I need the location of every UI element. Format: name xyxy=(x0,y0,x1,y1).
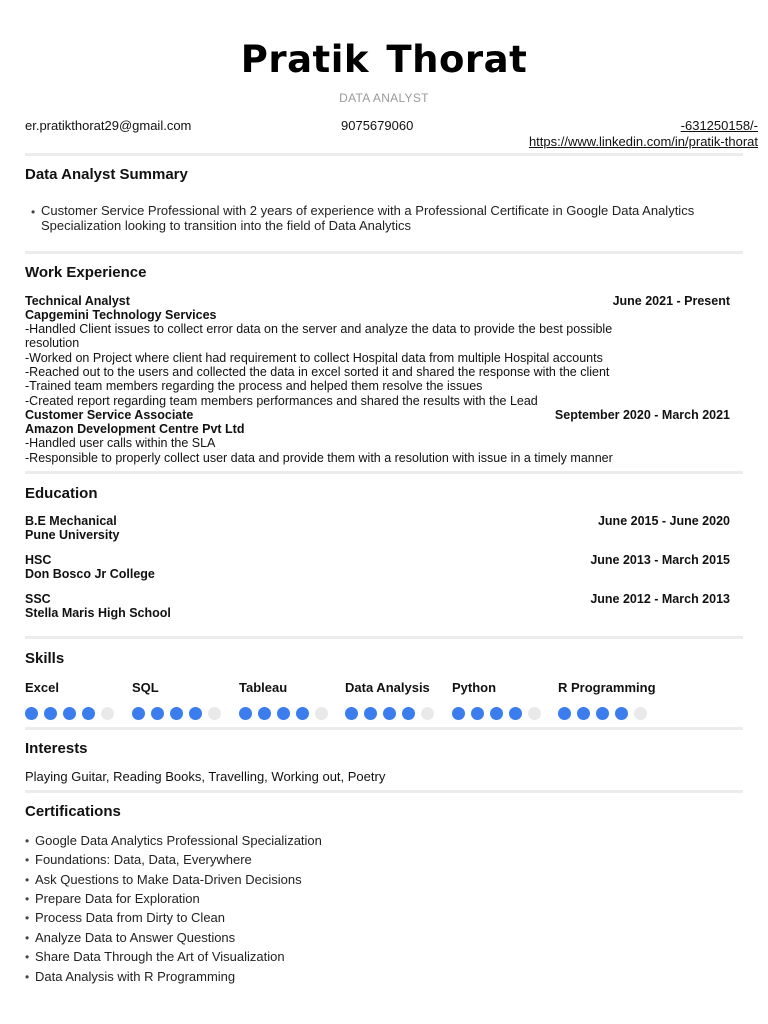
job-role: Customer Service Associate xyxy=(25,408,194,422)
skill-name: R Programming xyxy=(558,680,656,695)
rating-dot-filled xyxy=(258,707,271,720)
job-company: Capgemini Technology Services xyxy=(25,308,217,322)
bullet-icon: • xyxy=(25,950,30,964)
section-divider xyxy=(25,636,743,639)
job-company: Amazon Development Centre Pvt Ltd xyxy=(25,422,245,436)
edu-degree: SSC xyxy=(25,592,51,606)
job-detail: -Worked on Project where client had requirement to collect Hospital data from multiple Hospital accounts xyxy=(25,351,603,365)
education-heading: Education xyxy=(25,485,98,502)
rating-dot-filled xyxy=(577,707,590,720)
bullet-icon: • xyxy=(25,970,30,984)
skill-rating xyxy=(132,707,221,720)
edu-dates: June 2012 - March 2013 xyxy=(590,592,730,606)
rating-dot-empty xyxy=(528,707,541,720)
job-detail: -Handled user calls within the SLA xyxy=(25,436,216,450)
certification-item: Ask Questions to Make Data-Driven Decisions xyxy=(35,872,302,887)
interests-heading: Interests xyxy=(25,740,88,757)
skill-rating xyxy=(345,707,434,720)
rating-dot-filled xyxy=(239,707,252,720)
rating-dot-filled xyxy=(277,707,290,720)
bullet-icon: • xyxy=(25,911,30,925)
rating-dot-filled xyxy=(189,707,202,720)
certification-item: Prepare Data for Exploration xyxy=(35,891,200,906)
rating-dot-filled xyxy=(615,707,628,720)
rating-dot-empty xyxy=(421,707,434,720)
skill-name: SQL xyxy=(132,680,159,695)
interests-text: Playing Guitar, Reading Books, Travelling, Working out, Poetry xyxy=(25,769,386,784)
section-divider xyxy=(25,790,743,793)
skills-heading: Skills xyxy=(25,650,65,667)
job-detail: resolution xyxy=(25,336,80,350)
skill-rating xyxy=(239,707,328,720)
skill-name: Excel xyxy=(25,680,59,695)
rating-dot-filled xyxy=(364,707,377,720)
rating-dot-empty xyxy=(634,707,647,720)
rating-dot-filled xyxy=(509,707,522,720)
job-dates: June 2021 - Present xyxy=(612,294,730,308)
bullet-icon: • xyxy=(25,931,30,945)
section-divider xyxy=(25,251,743,254)
summary-line: Specialization looking to transition into the field of Data Analytics xyxy=(41,218,411,233)
certification-item: Analyze Data to Answer Questions xyxy=(35,930,236,945)
skill-rating xyxy=(452,707,541,720)
certification-item: Data Analysis with R Programming xyxy=(35,969,236,984)
section-divider xyxy=(25,471,743,474)
job-detail: -Responsible to properly collect user data and provide them with a resolution with issue in a timely manner xyxy=(25,451,613,465)
rating-dot-filled xyxy=(402,707,415,720)
summary-heading: Data Analyst Summary xyxy=(25,166,188,183)
job-detail: -Handled Client issues to collect error data on the server and analyze the data to provide the best possible xyxy=(25,322,613,336)
rating-dot-filled xyxy=(63,707,76,720)
certification-item: Google Data Analytics Professional Specialization xyxy=(35,833,322,848)
linkedin-link-line1[interactable]: -631250158/- xyxy=(680,118,758,133)
bullet-icon: • xyxy=(25,892,30,906)
section-divider xyxy=(25,727,743,730)
rating-dot-filled xyxy=(170,707,183,720)
edu-school: Stella Maris High School xyxy=(25,606,171,620)
rating-dot-filled xyxy=(44,707,57,720)
certifications-heading: Certifications xyxy=(25,803,121,820)
certification-item: Share Data Through the Art of Visualization xyxy=(35,949,285,964)
rating-dot-filled xyxy=(82,707,95,720)
edu-school: Don Bosco Jr College xyxy=(25,567,155,581)
bullet-icon: • xyxy=(25,873,30,887)
rating-dot-filled xyxy=(132,707,145,720)
job-dates: September 2020 - March 2021 xyxy=(554,408,730,422)
phone-number: 9075679060 xyxy=(341,118,414,133)
rating-dot-filled xyxy=(383,707,396,720)
rating-dot-filled xyxy=(471,707,484,720)
edu-degree: HSC xyxy=(25,553,52,567)
bullet-icon: • xyxy=(25,834,30,848)
work-heading: Work Experience xyxy=(25,264,147,281)
summary-line: Customer Service Professional with 2 years of experience with a Professional Certificate in Google Data Analytics xyxy=(41,203,695,218)
email-link[interactable]: er.pratikthorat29@gmail.com xyxy=(25,118,192,133)
job-detail: -Reached out to the users and collected the data in excel sorted it and shared the response with the client xyxy=(25,365,610,379)
edu-dates: June 2015 - June 2020 xyxy=(597,514,730,528)
job-detail: -Created report regarding team members performances and shared the results with the Lead xyxy=(25,394,538,408)
rating-dot-filled xyxy=(151,707,164,720)
skill-rating xyxy=(25,707,114,720)
rating-dot-filled xyxy=(345,707,358,720)
job-role: Technical Analyst xyxy=(25,294,130,308)
summary-text xyxy=(41,203,751,233)
rating-dot-filled xyxy=(452,707,465,720)
rating-dot-filled xyxy=(596,707,609,720)
rating-dot-filled xyxy=(296,707,309,720)
skill-name: Python xyxy=(452,680,497,695)
rating-dot-empty xyxy=(208,707,221,720)
candidate-name: Pratik Thorat xyxy=(240,38,528,81)
candidate-role: DATA ANALYST xyxy=(339,91,429,105)
certification-item: Process Data from Dirty to Clean xyxy=(35,910,226,925)
rating-dot-empty xyxy=(101,707,114,720)
edu-school: Pune University xyxy=(25,528,120,542)
rating-dot-filled xyxy=(25,707,38,720)
skill-name: Tableau xyxy=(239,680,288,695)
section-divider xyxy=(25,153,743,156)
linkedin-link-line2[interactable]: https://www.linkedin.com/in/pratik-thorat xyxy=(528,134,758,149)
edu-dates: June 2013 - March 2015 xyxy=(590,553,730,567)
bullet-icon: • xyxy=(31,205,36,219)
rating-dot-filled xyxy=(490,707,503,720)
skill-name: Data Analysis xyxy=(345,680,430,695)
bullet-icon: • xyxy=(25,853,30,867)
rating-dot-empty xyxy=(315,707,328,720)
linkedin-link[interactable] xyxy=(529,118,758,150)
edu-degree: B.E Mechanical xyxy=(25,514,117,528)
job-detail: -Trained team members regarding the process and helped them resolve the issues xyxy=(25,379,483,393)
rating-dot-filled xyxy=(558,707,571,720)
skill-rating xyxy=(558,707,647,720)
certification-item: Foundations: Data, Data, Everywhere xyxy=(35,852,252,867)
